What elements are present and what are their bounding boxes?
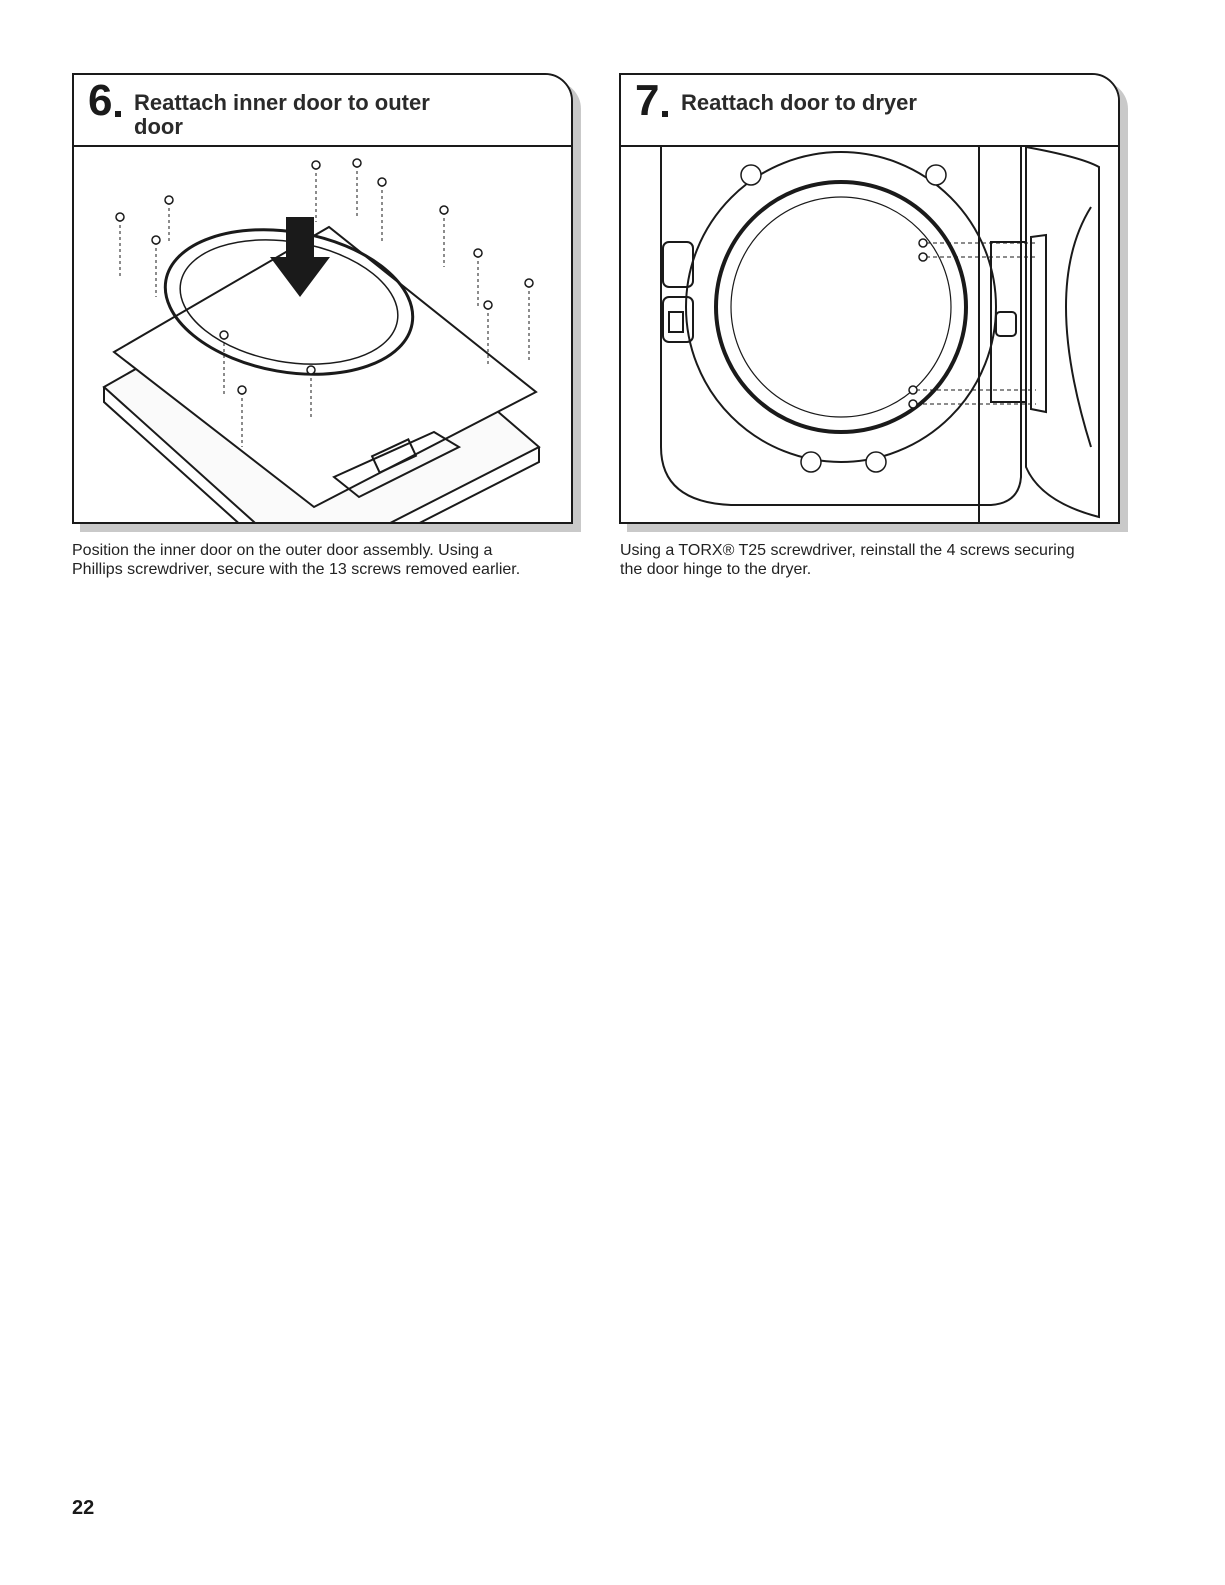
step-title: Reattach door to dryer [681, 90, 917, 115]
inner-door-illustration [74, 147, 571, 522]
step-7-header [621, 75, 1118, 147]
dryer-front-drawing [621, 147, 1118, 522]
page-number: 22 [72, 1497, 95, 1519]
step-number: 6 [88, 76, 113, 125]
step-title: Reattach inner door to outer door [134, 90, 430, 139]
dryer-door-illustration [621, 147, 1118, 522]
step-6-header [74, 75, 571, 147]
step-6-caption: Position the inner door on the outer door assembly. Using a Phillips screwdriver, secure with the 13 screws removed earlier. [72, 542, 521, 578]
step-6-panel [72, 73, 573, 524]
door-assembly-drawing [74, 147, 571, 522]
step-7-caption: Using a TORX® T25 screwdriver, reinstall the 4 screws securing the door hinge to the dryer. [620, 542, 1075, 578]
step-number: 7 [635, 76, 660, 125]
step-7-panel [619, 73, 1120, 524]
